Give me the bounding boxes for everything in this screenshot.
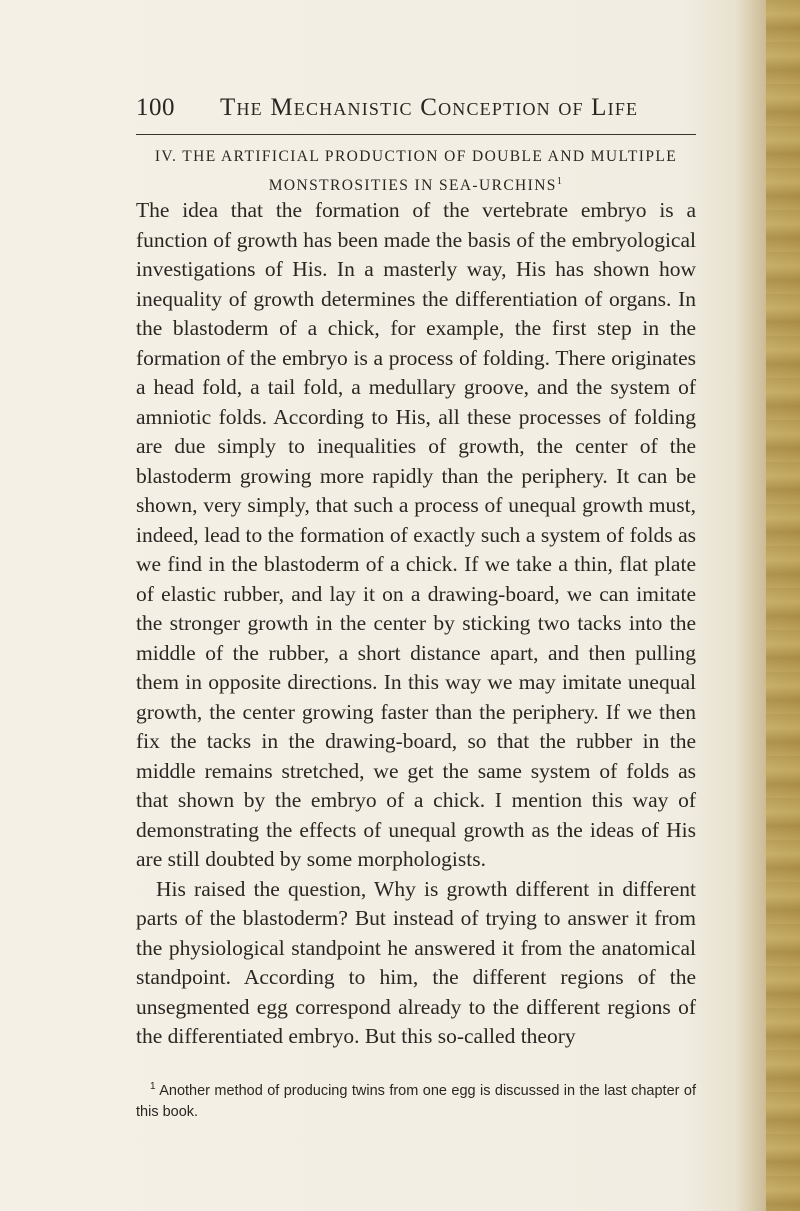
running-title: The Mechanistic Conception of Life [220,94,639,121]
section-heading [136,144,696,198]
page-edge [766,0,800,1211]
paragraph-2: His raised the question, Why is growth different in different parts of the blastoderm? But instead of trying to answer it from the physiological standpoint he answered it from the anatomical standpoint. According to him, the different regions of the unsegmented egg correspond already to the different regions of the differentiated embryo. But this so-called theory [136,876,696,1048]
paragraph-1: The idea that the formation of the vertebrate embryo is a function of growth has been made the basis of the embryological investigations of His. In a masterly way, His has shown how inequality of growth determines the differentiation of organs. In the blastoderm of a chick, for example, the first step in the formation of the embryo is a process of folding. There originates a head fold, a tail fold, a medullary groove, and the system of amniotic folds. According to His, all these processes of folding are due simply to inequalities of growth, the center of the blastoderm growing more rapidly than the periphery. It can be shown, very simply, that such a process of unequal growth must, indeed, lead to the formation of exactly such a system of folds as we find in the blastoderm of a chick. If we take a thin, flat plate of elastic rubber, and lay it on a drawing-board, we can imitate the stronger growth in the center by sticking two tacks into the middle of the rubber, a short distance apart, and then pulling them in opposite directions. In this way we may imitate unequal growth, the center growing faster than the periphery. If we then fix the tacks in the drawing-board, so that the rubber in the middle remains stretched, we get the same system of folds as that shown by the embryo of a chick. I mention this way of demonstrating the effects of unequal growth as the ideas of His are still doubted by some morphologists. [136,198,696,871]
footnote [136,1076,696,1123]
running-header [136,94,696,135]
body-text [136,196,696,1052]
footnote-marker: 1 [150,1081,156,1092]
footnote-reference: 1 [556,176,564,187]
section-heading-line1: IV. THE ARTIFICIAL PRODUCTION OF DOUBLE AND MULTIPLE [154,148,678,165]
page-number: 100 [136,94,175,121]
footnote-text: Another method of producing twins from one egg is discussed in the last chapter of this book. [136,1082,696,1120]
section-heading-line2: MONSTROSITIES IN SEA-URCHINS [268,177,557,195]
